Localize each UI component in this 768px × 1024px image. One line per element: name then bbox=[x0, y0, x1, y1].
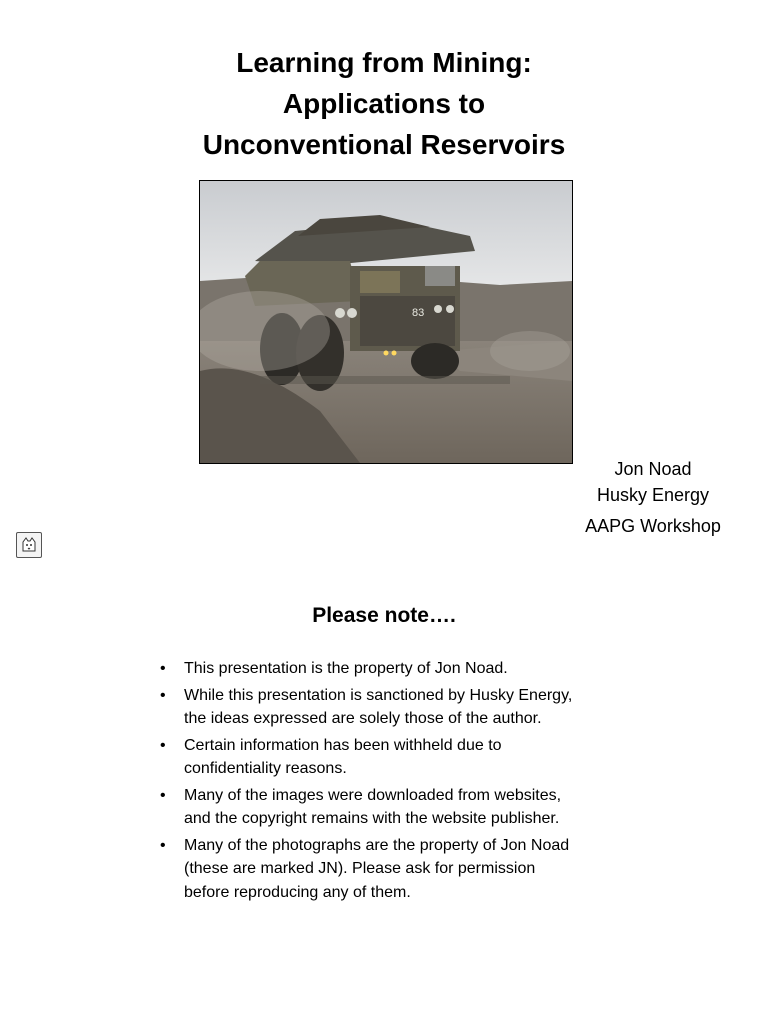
husky-dog-icon bbox=[16, 532, 42, 558]
list-item: • Certain information has been withheld due to confidentiality reasons. bbox=[160, 734, 580, 781]
slide-title bbox=[0, 42, 768, 165]
list-item: • Many of the images were downloaded from websites, and the copyright remains with the website publisher. bbox=[160, 784, 580, 831]
author-info bbox=[572, 456, 734, 539]
haul-truck-illustration bbox=[200, 181, 572, 463]
title-line-2: Applications to bbox=[282, 88, 486, 119]
author-organization: Husky Energy bbox=[596, 485, 710, 505]
list-item: • This presentation is the property of Jon Noad. bbox=[160, 657, 580, 681]
title-line-1: Learning from Mining: bbox=[236, 47, 532, 78]
author-name: Jon Noad bbox=[614, 459, 692, 479]
truck-number: 83 bbox=[412, 307, 425, 319]
notice-heading: Please note…. bbox=[312, 604, 456, 627]
list-item: • Many of the photographs are the property of Jon Noad (these are marked JN). Please ask for permission before reproducing any of them. bbox=[160, 834, 580, 905]
event-name: AAPG Workshop bbox=[585, 516, 721, 536]
haul-truck-photo bbox=[199, 180, 573, 464]
title-line-3: Unconventional Reservoirs bbox=[202, 129, 566, 160]
list-item: • While this presentation is sanctioned by Husky Energy, the ideas expressed are solely those of the author. bbox=[160, 684, 580, 731]
notice-list bbox=[160, 657, 580, 907]
